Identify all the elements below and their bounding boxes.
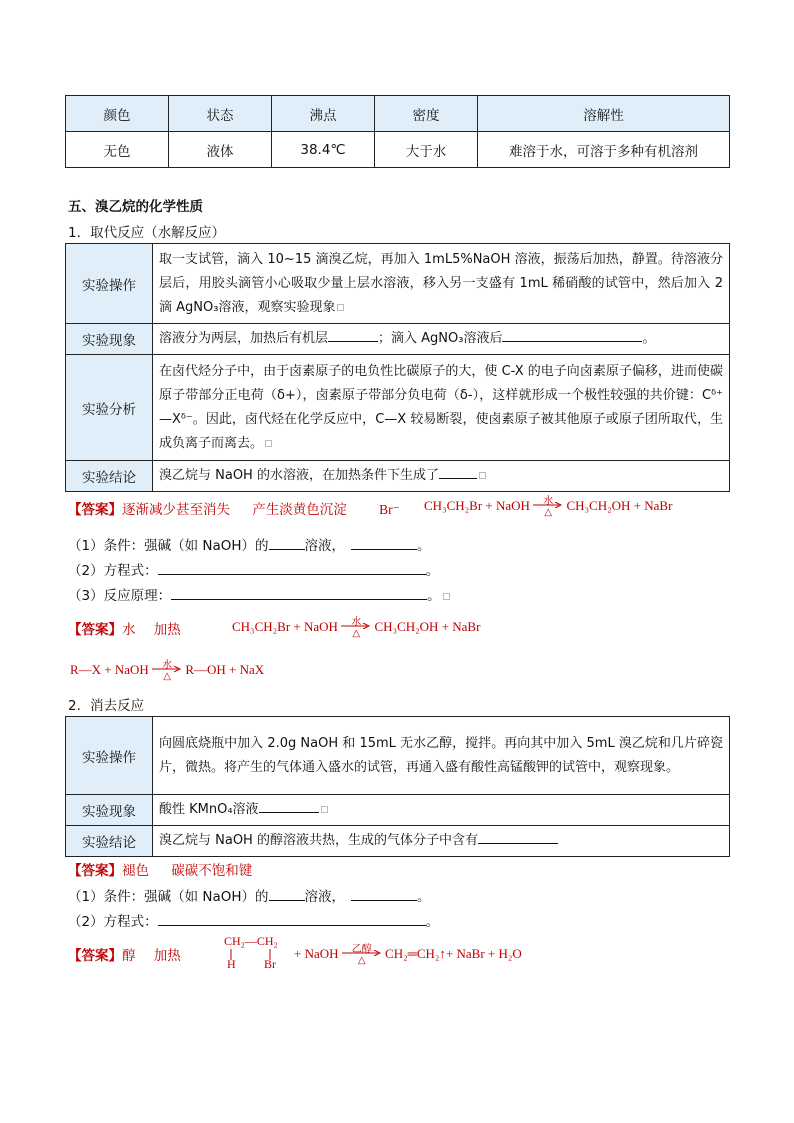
analysis-text: 在卤代烃分子中，由于卤素原子的电负性比碳原子的大，使 C-X 的电子向卤素原子偏移，进而使碳原子带部分正电荷（δ+），卤素原子带部分负电荷（δ-），这样就形成一个极性较强的共价键：Cᵟ⁺—Xᵟ⁻。因此，卤代烃在化学反应中，C—X 较易断裂，使卤素原子被其他原子或原子团所取代，生成负离子而离去。 — [153, 355, 730, 461]
conclusion-label: 实验结论 — [66, 826, 153, 857]
value-density: 大于水 — [375, 132, 478, 168]
section-title: 五、溴乙烷的化学性质 — [68, 199, 203, 215]
reaction-condition: 水 △ — [533, 496, 563, 518]
operation-text: 向圆底烧瓶中加入 2.0g NaOH 和 15mL 无水乙醇，搅拌。再向其中加入 5mL 溴乙烷和几片碎瓷片，微热。将产生的气体通入盛水的试管，再通入盛有酸性高锰酸钾的试管中，观察现象。 — [153, 717, 730, 795]
watermark-icon — [321, 806, 328, 813]
operation-text: 取一支试管，滴入 10~15 滴溴乙烷，再加入 1mL5%NaOH 溶液，振荡后加热，静置。待溶液分层后，用胶头滴管小心吸取少量上层水溶液，移入另一支盛有 1mL 稀硝酸的试管中，然后加入 2 滴 AgNO₃溶液，观察实验现象 — [153, 244, 730, 324]
operation-label: 实验操作 — [66, 244, 153, 324]
phenomenon-label: 实验现象 — [66, 795, 153, 826]
question-principle: （3）反应原理： 。 — [68, 584, 450, 604]
answer-line-2: 【答案】水 加热 — [68, 622, 181, 638]
operation-label: 实验操作 — [66, 717, 153, 795]
equation-hydrolysis-2: CH₃CH₂Br + NaOH 水 △ CH₃CH₂OH + NaBr — [232, 617, 481, 639]
header-boiling-point: 沸点 — [272, 96, 375, 132]
equation-hydrolysis: CH₃CH₂Br + NaOH 水 △ CH₃CH₂OH + NaBr — [424, 496, 673, 518]
value-color: 无色 — [66, 132, 169, 168]
watermark-icon — [443, 593, 450, 600]
equation-general: R—X + NaOH 水 △ R—OH + NaX — [70, 660, 265, 682]
question-condition: （1）条件：强碱（如 NaOH）的 溶液， 。 — [68, 534, 431, 554]
question-condition-2: （1）条件：强碱（如 NaOH）的 溶液， 。 — [68, 885, 431, 905]
properties-table — [65, 95, 730, 168]
question-equation-2: （2）方程式： 。 — [68, 910, 439, 930]
conclusion-label: 实验结论 — [66, 461, 153, 492]
phenomenon-text: 溶液分为两层，加热后有机层 ；滴入 AgNO₃溶液后 。 — [153, 324, 730, 355]
table-row — [66, 132, 730, 168]
question-equation: （2）方程式： 。 — [68, 559, 439, 579]
subsection-title-substitution: 1．取代反应（水解反应） — [68, 225, 226, 241]
experiment-table-elimination — [65, 716, 730, 857]
answer-blank — [259, 798, 319, 813]
experiment-table-hydrolysis — [65, 243, 730, 492]
table-header-row — [66, 96, 730, 132]
value-boiling-point: 38.4℃ — [272, 132, 375, 168]
answer-blank — [502, 327, 642, 342]
watermark-icon — [479, 472, 486, 479]
subsection-title-elimination: 2．消去反应 — [68, 698, 145, 714]
answer-line-3: 【答案】褪色 碳碳不饱和键 — [68, 863, 253, 879]
equation-elimination: + NaOH 乙醇 △ CH₂═CH₂↑+ NaBr + H₂O — [294, 944, 522, 966]
struct-br: Br — [264, 957, 276, 971]
phenomenon-text: 酸性 KMnO₄溶液 — [153, 795, 730, 826]
struct-h: H — [227, 957, 236, 971]
answer-line-1: 【答案】逐渐减少甚至消失 产生淡黄色沉淀 Br⁻ — [68, 502, 400, 518]
conclusion-text: 溴乙烷与 NaOH 的水溶液，在加热条件下生成了 — [153, 461, 730, 492]
header-density: 密度 — [375, 96, 478, 132]
answer-blank — [328, 327, 378, 342]
watermark-icon — [337, 304, 344, 311]
reaction-condition: 水 △ — [341, 617, 371, 639]
header-color: 颜色 — [66, 96, 169, 132]
value-state: 液体 — [169, 132, 272, 168]
value-solubility: 难溶于水，可溶于多种有机溶剂 — [478, 132, 730, 168]
reaction-condition: 水 △ — [152, 660, 182, 682]
struct-top: CH₂—CH₂ — [224, 934, 278, 948]
answer-blank — [478, 829, 558, 844]
answer-line-4: 【答案】醇 加热 — [68, 948, 181, 964]
answer-blank — [439, 464, 477, 479]
reaction-condition: 乙醇 △ — [342, 944, 382, 966]
phenomenon-label: 实验现象 — [66, 324, 153, 355]
watermark-icon — [265, 440, 272, 447]
header-solubility: 溶解性 — [478, 96, 730, 132]
header-state: 状态 — [169, 96, 272, 132]
analysis-label: 实验分析 — [66, 355, 153, 461]
conclusion-text: 溴乙烷与 NaOH 的醇溶液共热，生成的气体分子中含有 — [153, 826, 730, 857]
